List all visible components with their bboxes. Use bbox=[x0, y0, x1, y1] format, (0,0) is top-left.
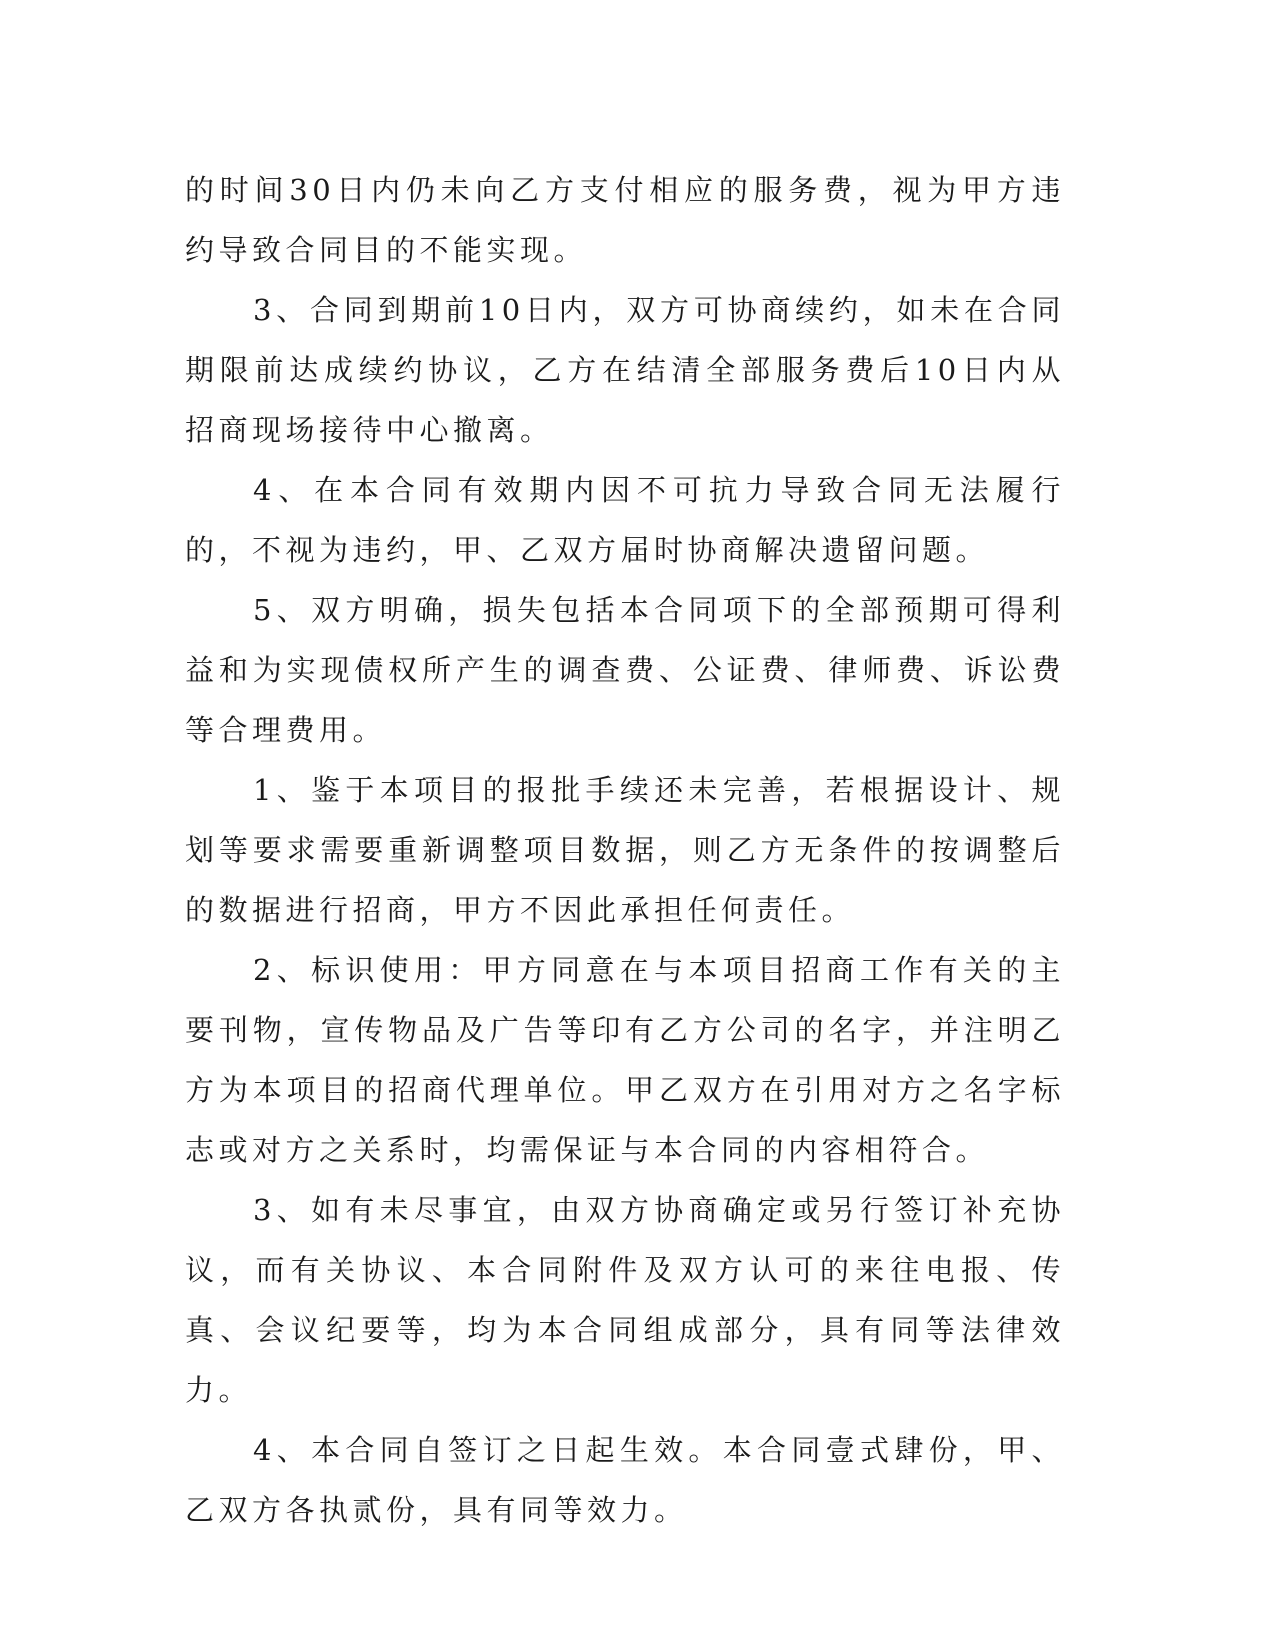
paragraph-clause-1-approval: 1、鉴于本项目的报批手续还未完善，若根据设计、规划等要求需要重新调整项目数据，则乙方无条件的按调整后的数据进行招商，甲方不因此承担任何责任。 bbox=[185, 773, 1065, 927]
paragraph-continuation: 的时间30日内仍未向乙方支付相应的服务费，视为甲方违约导致合同目的不能实现。 bbox=[185, 173, 1065, 267]
paragraph-clause-3-renewal: 3、合同到期前10日内，双方可协商续约，如未在合同期限前达成续约协议，乙方在结清全部服务费后10日内从招商现场接待中心撤离。 bbox=[185, 293, 1065, 447]
paragraph-clause-3-supplement: 3、如有未尽事宜，由双方协商确定或另行签订补充协议，而有关协议、本合同附件及双方认可的来往电报、传真、会议纪要等，均为本合同组成部分，具有同等法律效力。 bbox=[185, 1193, 1065, 1407]
paragraph-clause-5-losses: 5、双方明确，损失包括本合同项下的全部预期可得利益和为实现债权所产生的调查费、公证费、律师费、诉讼费等合理费用。 bbox=[185, 593, 1065, 747]
paragraph-clause-2-logo-use: 2、标识使用：甲方同意在与本项目招商工作有关的主要刊物，宣传物品及广告等印有乙方公司的名字，并注明乙方为本项目的招商代理单位。甲乙双方在引用对方之名字标志或对方之关系时，均需保证与本合同的内容相符合。 bbox=[185, 953, 1065, 1167]
paragraph-clause-4-force-majeure: 4、在本合同有效期内因不可抗力导致合同无法履行的，不视为违约，甲、乙双方届时协商解决遗留问题。 bbox=[185, 473, 1065, 567]
paragraph-clause-4-effective: 4、本合同自签订之日起生效。本合同壹式肆份，甲、乙双方各执贰份，具有同等效力。 bbox=[185, 1433, 1065, 1527]
document-body bbox=[185, 160, 1065, 1540]
